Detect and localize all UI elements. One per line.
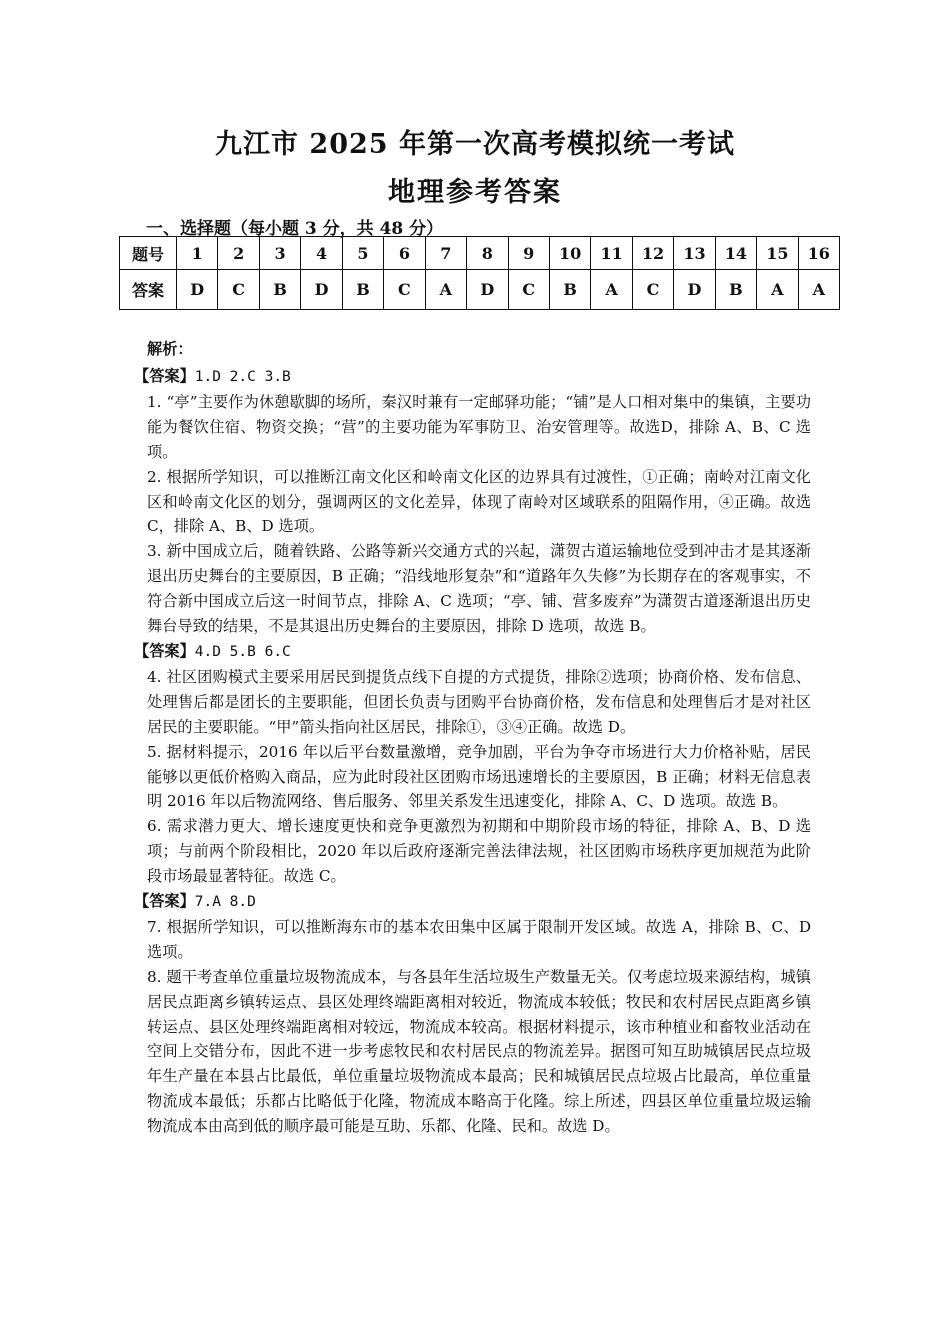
- answer-cell: A: [757, 270, 798, 310]
- answer-group-2: [134, 639, 811, 665]
- answer-values: 7.A 8.D: [194, 894, 256, 911]
- question-number-cell: 5: [342, 237, 383, 270]
- answer-label: 【答案】: [134, 641, 195, 660]
- explanation-q3: 3. 新中国成立后，随着铁路、公路等新兴交通方式的兴起，潇贺古道运输地位受到冲击才是其逐渐退出历史舞台的主要原因，B 正确；“沿线地形复杂”和“道路年久失修”为长期存在的客观事实，不符合新中国成立后这一时间节点，排除 A、C 选项；“亭、铺、营多废弃”为潇贺古道逐渐退出历史舞台导致的结果，不是其退出历史舞台的主要原因，排除 D 选项，故选 B。: [147, 542, 811, 636]
- answer-cell: D: [177, 270, 218, 310]
- row-label-numbers: 题号: [120, 237, 177, 270]
- answer-cell: C: [632, 270, 673, 310]
- answer-cell: D: [467, 270, 508, 310]
- question-number-cell: 3: [259, 237, 300, 270]
- answer-cell: B: [549, 270, 590, 310]
- document-title: 九江市 2025 年第一次高考模拟统一考试: [215, 129, 735, 160]
- question-number-cell: 7: [425, 237, 466, 270]
- question-number-cell: 11: [591, 237, 632, 270]
- explanation-q1: 1. “亭”主要作为休憩歇脚的场所，秦汉时兼有一定邮驿功能；“铺”是人口相对集中的集镇，主要功能为餐饮住宿、物资交换；“营”的主要功能为军事防卫、治安管理等。故选D，排除 A、B、C 选项。: [147, 392, 811, 461]
- analysis-section: [134, 336, 811, 1139]
- question-number-cell: 8: [467, 237, 508, 270]
- question-number-cell: 13: [674, 237, 715, 270]
- explanation-q5: 5. 据材料提示，2016 年以后平台数量激增，竞争加剧，平台为争夺市场进行大力价格补贴，居民能够以更低价格购入商品，应为此时段社区团购市场迅速增长的主要原因，B 正确；材料无信息表明 2016 年以后物流网络、售后服务、邻里关系发生迅速变化，排除 A、C、D 选项。故选 B。: [147, 742, 811, 811]
- explanation-q2: 2. 根据所学知识，可以推断江南文化区和岭南文化区的边界具有过渡性，①正确；南岭对江南文化区和岭南文化区的划分，强调两区的文化差异，体现了南岭对区域联系的阻隔作用，④正确。故选 C，排除 A、B、D 选项。: [147, 467, 811, 536]
- answer-cell: C: [384, 270, 425, 310]
- question-number-cell: 6: [384, 237, 425, 270]
- answer-group-1: [134, 364, 811, 390]
- explanation-q7: 7. 根据所学知识，可以推断海东市的基本农田集中区属于限制开发区域。故选 A，排除 B、C、D 选项。: [147, 917, 811, 961]
- answer-cell: A: [798, 270, 839, 310]
- answer-values: 1.D 2.C 3.B: [194, 369, 291, 385]
- question-number-cell: 16: [798, 237, 839, 270]
- answer-values: 4.D 5.B 6.C: [194, 643, 291, 660]
- explanation-q4: 4. 社区团购模式主要采用居民到提货点线下自提的方式提货，排除②选项；协商价格、发布信息、处理售后都是团长的主要职能，但团长负责与团购平台协商价格，发布信息和处理售后才是对社区居民的主要职能。“甲”箭头指向社区居民，排除①，③④正确。故选 D。: [147, 667, 811, 736]
- answer-cell: D: [301, 270, 342, 310]
- answer-label: 【答案】: [134, 367, 195, 385]
- question-number-cell: 1: [177, 237, 218, 270]
- answer-group-3: [134, 889, 811, 915]
- answer-cell: C: [508, 270, 549, 310]
- question-number-cell: 15: [757, 237, 798, 270]
- question-number-cell: 14: [715, 237, 756, 270]
- answer-cell: A: [425, 270, 466, 310]
- question-number-cell: 2: [218, 237, 259, 270]
- answer-label: 【答案】: [134, 892, 195, 911]
- answer-cell: C: [218, 270, 259, 310]
- section-heading-choice: 一、选择题（每小题 3 分，共 48 分）: [146, 219, 444, 239]
- explanation-q6: 6. 需求潜力更大、增长速度更快和竞争更激烈为初期和中期阶段市场的特征，排除 A、B、D 选项；与前两个阶段相比，2020 年以后政府逐渐完善法律法规，社区团购市场秩序更加规范为此阶段市场最显著特征。故选 C。: [147, 817, 811, 886]
- answer-row: [120, 270, 840, 310]
- answer-cell: A: [591, 270, 632, 310]
- document-subtitle: 地理参考答案: [388, 177, 562, 208]
- answer-cell: B: [259, 270, 300, 310]
- question-number-cell: 10: [549, 237, 590, 270]
- answer-table: [119, 236, 840, 310]
- question-number-row: [120, 237, 840, 270]
- answer-cell: D: [674, 270, 715, 310]
- question-number-cell: 9: [508, 237, 549, 270]
- answer-cell: B: [342, 270, 383, 310]
- explanation-q8: 8. 题干考查单位重量垃圾物流成本，与各县年生活垃圾生产数量无关。仅考虑垃圾来源结构，城镇居民点距离乡镇转运点、县区处理终端距离相对较近，物流成本较低；牧民和农村居民点距离乡镇转运点、县区处理终端距离相对较远，物流成本较高。根据材料提示，该市种植业和畜牧业活动在空间上交错分布，因此不进一步考虑牧民和农村居民点的物流差异。据图可知互助城镇居民点垃圾年生产量在本县占比最低，单位重量垃圾物流成本最高；民和城镇居民点垃圾占比最高，单位重量物流成本最低；乐都占比略低于化隆，物流成本略高于化隆。综上所述，四县区单位重量垃圾运输物流成本由高到低的顺序最可能是互助、乐都、化隆、民和。故选 D。: [147, 967, 811, 1136]
- question-number-cell: 4: [301, 237, 342, 270]
- question-number-cell: 12: [632, 237, 673, 270]
- analysis-title: 解析：: [147, 340, 193, 358]
- answer-cell: B: [715, 270, 756, 310]
- row-label-answers: 答案: [120, 270, 177, 310]
